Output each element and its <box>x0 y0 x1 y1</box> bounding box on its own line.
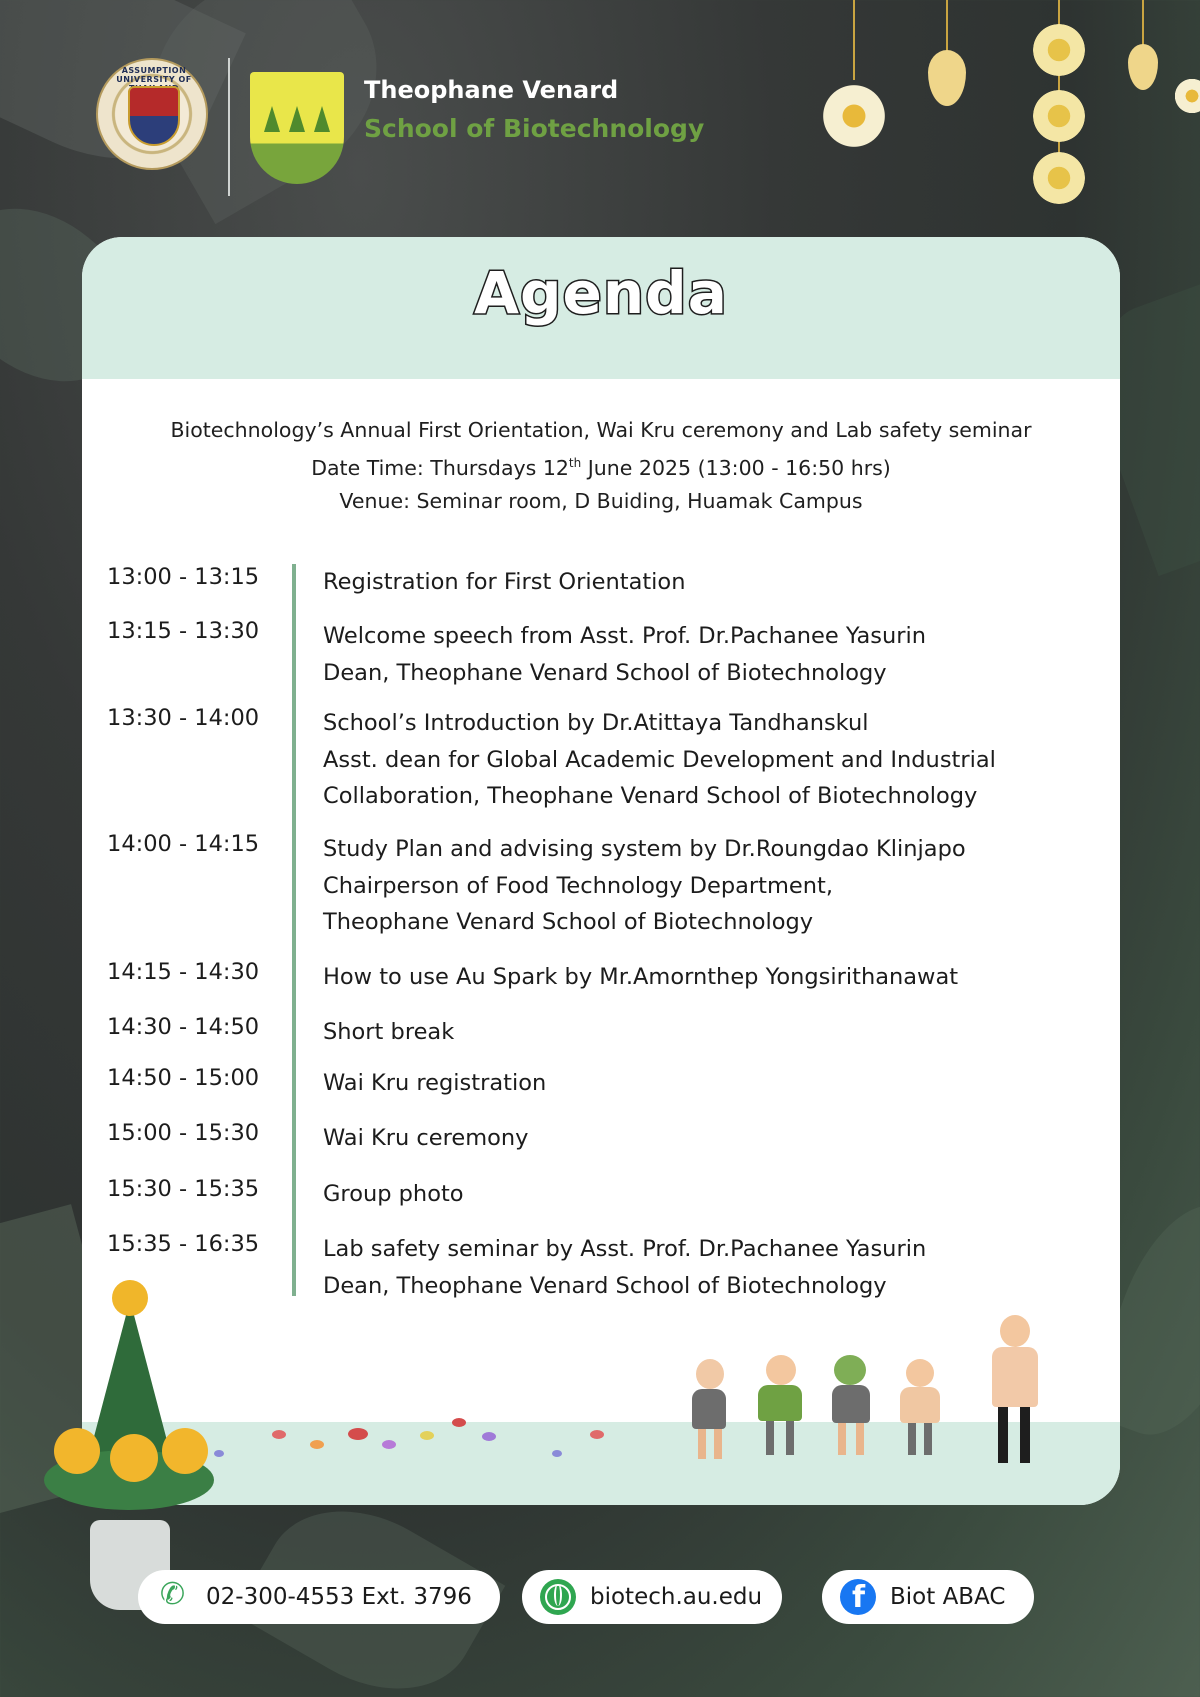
agenda-description-line: Registration for First Orientation <box>323 569 686 595</box>
card-footer-band <box>82 1422 1120 1505</box>
agenda-time: 15:35 - 16:35 <box>107 1231 260 1257</box>
agenda-description-line: Collaboration, Theophane Venard School of Biotechnology <box>323 783 978 809</box>
agenda-description-line: Dean, Theophane Venard School of Biotechnology <box>323 1272 887 1299</box>
school-name-line1: Theophane Venard <box>364 76 619 104</box>
phone-number: 02-300-4553 Ext. 3796 <box>206 1584 472 1610</box>
agenda-time: 14:30 - 14:50 <box>107 1014 260 1040</box>
agenda-description <box>323 1231 1113 1304</box>
agenda-description <box>323 1014 1113 1051</box>
agenda-time: 15:00 - 15:30 <box>107 1120 260 1146</box>
child-illustration <box>686 1359 736 1469</box>
agenda-description <box>323 1065 1113 1102</box>
teacher-illustration <box>980 1315 1050 1475</box>
flower-petal <box>590 1430 604 1439</box>
agenda-description-line: Wai Kru registration <box>323 1070 547 1096</box>
phone-contact[interactable] <box>138 1570 500 1624</box>
agenda-description-line: Asst. dean for Global Academic Development and Industrial <box>323 746 996 773</box>
agenda-description-line: Theophane Venard School of Biotechnology <box>323 909 814 935</box>
flower-petal <box>272 1430 286 1439</box>
agenda-description-line: Chairperson of Food Technology Department, <box>323 872 833 899</box>
agenda-description <box>323 618 1113 691</box>
agenda-description <box>323 959 1113 996</box>
child-illustration <box>892 1359 962 1469</box>
child-illustration <box>748 1355 812 1469</box>
university-seal-logo <box>96 58 208 170</box>
facebook-link[interactable] <box>822 1570 1034 1624</box>
flower-petal <box>482 1432 496 1441</box>
school-shield-logo <box>250 72 344 184</box>
facebook-icon <box>840 1579 876 1615</box>
agenda-description-line: Short break <box>323 1019 455 1045</box>
starburst-flower-icon <box>1033 152 1085 204</box>
globe-icon <box>540 1579 576 1615</box>
agenda-description <box>323 831 1113 941</box>
starburst-flower-icon <box>1033 24 1085 76</box>
header-divider <box>228 58 230 196</box>
website-link[interactable] <box>522 1570 782 1624</box>
event-date: Date Time: Thursdays 12th June 2025 (13:00 - 16:50 hrs) <box>311 455 891 480</box>
phan-malai-offering-decoration <box>24 1300 234 1697</box>
daisy-flower-icon <box>818 80 890 152</box>
agenda-time: 14:15 - 14:30 <box>107 959 260 985</box>
agenda-card <box>82 237 1120 1505</box>
tree-icon <box>314 106 330 132</box>
agenda-title: Agenda <box>474 259 728 327</box>
seal-crest <box>128 86 180 146</box>
agenda-time: 14:00 - 14:15 <box>107 831 260 857</box>
agenda-time: 15:30 - 15:35 <box>107 1176 260 1202</box>
garland-string <box>1142 0 1144 50</box>
tree-icon <box>289 106 305 132</box>
flower-petal <box>382 1440 396 1449</box>
agenda-time: 14:50 - 15:00 <box>107 1065 260 1091</box>
agenda-description-line: Dean, Theophane Venard School of Biotechnology <box>323 659 887 686</box>
agenda-description-line: Study Plan and advising system by Dr.Roungdao Klinjapo <box>323 836 966 862</box>
event-info <box>82 414 1120 518</box>
agenda-time: 13:15 - 13:30 <box>107 618 260 644</box>
header <box>0 0 1200 220</box>
starburst-flower-icon <box>1033 90 1085 142</box>
tree-icon <box>264 106 280 132</box>
agenda-description <box>323 705 1113 815</box>
facebook-page: Biot ABAC <box>890 1584 1006 1610</box>
agenda-description-line: How to use Au Spark by Mr.Amornthep Yongsirithanawat <box>323 964 959 990</box>
flower-petal <box>420 1431 434 1440</box>
timeline-bar <box>292 564 296 1296</box>
seal-text: ASSUMPTION UNIVERSITY OF <box>116 66 192 84</box>
flower-petal <box>310 1440 324 1449</box>
flower-petal <box>348 1428 368 1440</box>
garland-string <box>853 0 855 80</box>
agenda-description-line: School’s Introduction by Dr.Atittaya Tandhanskul <box>323 710 869 736</box>
website-url: biotech.au.edu <box>590 1584 763 1610</box>
agenda-time: 13:00 - 13:15 <box>107 564 260 590</box>
flower-petal <box>452 1418 466 1427</box>
phone-icon <box>156 1579 192 1615</box>
agenda-description-line: Lab safety seminar by Asst. Prof. Dr.Pachanee Yasurin <box>323 1236 927 1262</box>
agenda-description <box>323 564 1113 601</box>
event-venue: Venue: Seminar room, D Buiding, Huamak Campus <box>339 488 863 513</box>
child-illustration <box>824 1355 878 1469</box>
agenda-description-line: Welcome speech from Asst. Prof. Dr.Pachanee Yasurin <box>323 623 927 649</box>
agenda-description-line: Group photo <box>323 1181 464 1207</box>
agenda-description-line: Wai Kru ceremony <box>323 1125 529 1151</box>
school-name-line2: School of Biotechnology <box>364 114 705 143</box>
event-title: Biotechnology’s Annual First Orientation, Wai Kru ceremony and Lab safety seminar <box>170 418 1032 442</box>
bud-flower-icon <box>1128 44 1158 90</box>
flower-petal <box>552 1450 562 1457</box>
agenda-description <box>323 1176 1113 1213</box>
agenda-description <box>323 1120 1113 1157</box>
agenda-time: 13:30 - 14:00 <box>107 705 260 731</box>
daisy-flower-icon <box>1172 76 1200 116</box>
bud-flower-icon <box>928 50 966 106</box>
